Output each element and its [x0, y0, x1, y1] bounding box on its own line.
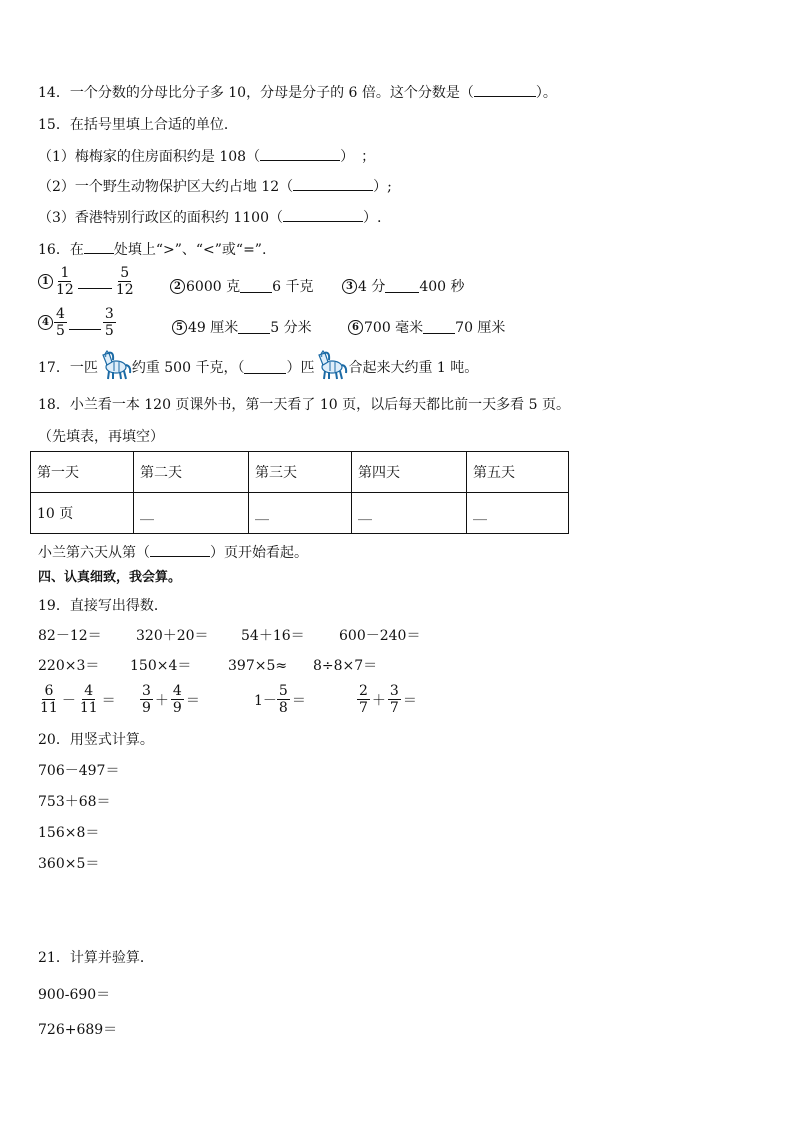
q18-answer-blank[interactable]: [150, 543, 210, 557]
fraction: $\frac{4}{5}$: [56, 306, 65, 339]
fraction-calc-4: $\frac{2}{7}$ ＋ $\frac{3}{7}$ ＝: [359, 683, 417, 716]
question-21-title: 21．计算并验算．: [38, 950, 154, 966]
q15-blank-2[interactable]: [293, 177, 373, 191]
calc-item: 82－12＝: [38, 628, 102, 644]
q16-compare-3: 3 4 分 400 秒: [342, 276, 465, 296]
calc-item: 360×5＝: [38, 856, 100, 872]
fraction-calc-3: 1－ $\frac{5}{8}$ ＝: [254, 683, 306, 716]
calc-item: 600－240＝: [339, 628, 421, 644]
q15-item-1: （1）梅梅家的住房面积约是 108（ ） ；: [38, 149, 376, 165]
reading-table: [30, 451, 569, 534]
calc-item: 220×3＝: [38, 658, 100, 674]
question-20-title: 20．用竖式计算。: [38, 732, 154, 748]
table-header: 第二天: [134, 452, 249, 493]
table-row: [31, 493, 569, 534]
table-cell-input[interactable]: __: [352, 493, 467, 534]
q16-blank-2[interactable]: [240, 279, 272, 293]
calc-item: 397×5≈: [228, 658, 288, 674]
table-cell-input[interactable]: __: [134, 493, 249, 534]
calc-item: 54＋16＝: [241, 628, 305, 644]
q15-item-2: （2）一个野生动物保护区大约占地 12（ ）;: [38, 179, 392, 195]
q16-blank-3[interactable]: [385, 279, 419, 293]
q16-blank-6[interactable]: [423, 320, 455, 334]
table-header-row: [31, 452, 569, 493]
calc-item: 900-690＝: [38, 987, 111, 1003]
calc-item: 706－497＝: [38, 763, 120, 779]
calc-item: 320＋20＝: [136, 628, 209, 644]
q14-text: 14．一个分数的分母比分子多 10，分母是分子的 6 倍。这个分数是（: [38, 85, 474, 101]
horse-icon: [98, 350, 132, 384]
q16-compare-5: 5 49 厘米 5 分米: [172, 317, 312, 337]
fraction-calc-2: $\frac{3}{9}$ ＋ $\frac{4}{9}$ ＝: [142, 683, 200, 716]
horse-icon: [314, 350, 348, 384]
question-19-title: 19．直接写出得数．: [38, 598, 168, 614]
question-14: 14．一个分数的分母比分子多 10，分母是分子的 6 倍。这个分数是（ ）。: [38, 85, 557, 101]
q14-answer-blank[interactable]: [474, 83, 536, 97]
q16-compare-1: 1 $\frac{1}{12}$ $\frac{5}{12}$: [38, 265, 136, 298]
calc-item: 8÷8×7＝: [313, 658, 378, 674]
calc-item: 753＋68＝: [38, 794, 111, 810]
q17-answer-blank[interactable]: [244, 360, 286, 374]
question-18: 18．小兰看一本 120 页课外书，第一天看了 10 页，以后每天都比前一天多看 5 页。: [38, 397, 570, 413]
calc-item: 150×4＝: [130, 658, 192, 674]
table-cell-input[interactable]: __: [467, 493, 569, 534]
fraction: $\frac{1}{12}$: [56, 265, 74, 298]
table-header: 第三天: [249, 452, 352, 493]
q16-blank-5[interactable]: [238, 320, 270, 334]
table-header: 第五天: [467, 452, 569, 493]
q15-item-3: （3）香港特别行政区的面积约 1100（ ）.: [38, 210, 382, 226]
q18-fill: 小兰第六天从第（ ）页开始看起。: [38, 545, 308, 561]
q16-blank-1[interactable]: [78, 275, 112, 289]
fraction: $\frac{5}{12}$: [115, 265, 134, 298]
q15-blank-1[interactable]: [260, 147, 340, 161]
section-heading: 四、认真细致，我会算。: [38, 570, 182, 585]
table-cell-input[interactable]: __: [249, 493, 352, 534]
q18-note: （先填表，再填空）: [38, 429, 164, 445]
table-cell: 10 页: [31, 493, 134, 534]
calc-item: 156×8＝: [38, 825, 100, 841]
question-15-title: 15．在括号里填上合适的单位．: [38, 117, 238, 133]
q15-blank-3[interactable]: [283, 208, 363, 222]
question-17: 17．一匹 约重 500 千克，（ ）匹 合起来大约重 1 吨。: [38, 350, 478, 384]
calc-item: 726+689＝: [38, 1022, 118, 1038]
fraction-calc-1: $\frac{6}{11}$ － $\frac{4}{11}$ ＝: [40, 683, 116, 716]
question-16-title: 16．在 处填上“>”、“<”或“=”.: [38, 242, 267, 258]
fraction: $\frac{3}{5}$: [104, 306, 114, 339]
q16-compare-2: 2 6000 克 6 千克: [170, 276, 313, 296]
table-header: 第一天: [31, 452, 134, 493]
table-header: 第四天: [352, 452, 467, 493]
q16-example-blank: [84, 240, 114, 254]
q16-compare-4: 4 $\frac{4}{5}$ $\frac{3}{5}$: [38, 306, 116, 339]
q16-compare-6: 6 700 毫米 70 厘米: [348, 317, 505, 337]
q16-blank-4[interactable]: [69, 316, 101, 330]
